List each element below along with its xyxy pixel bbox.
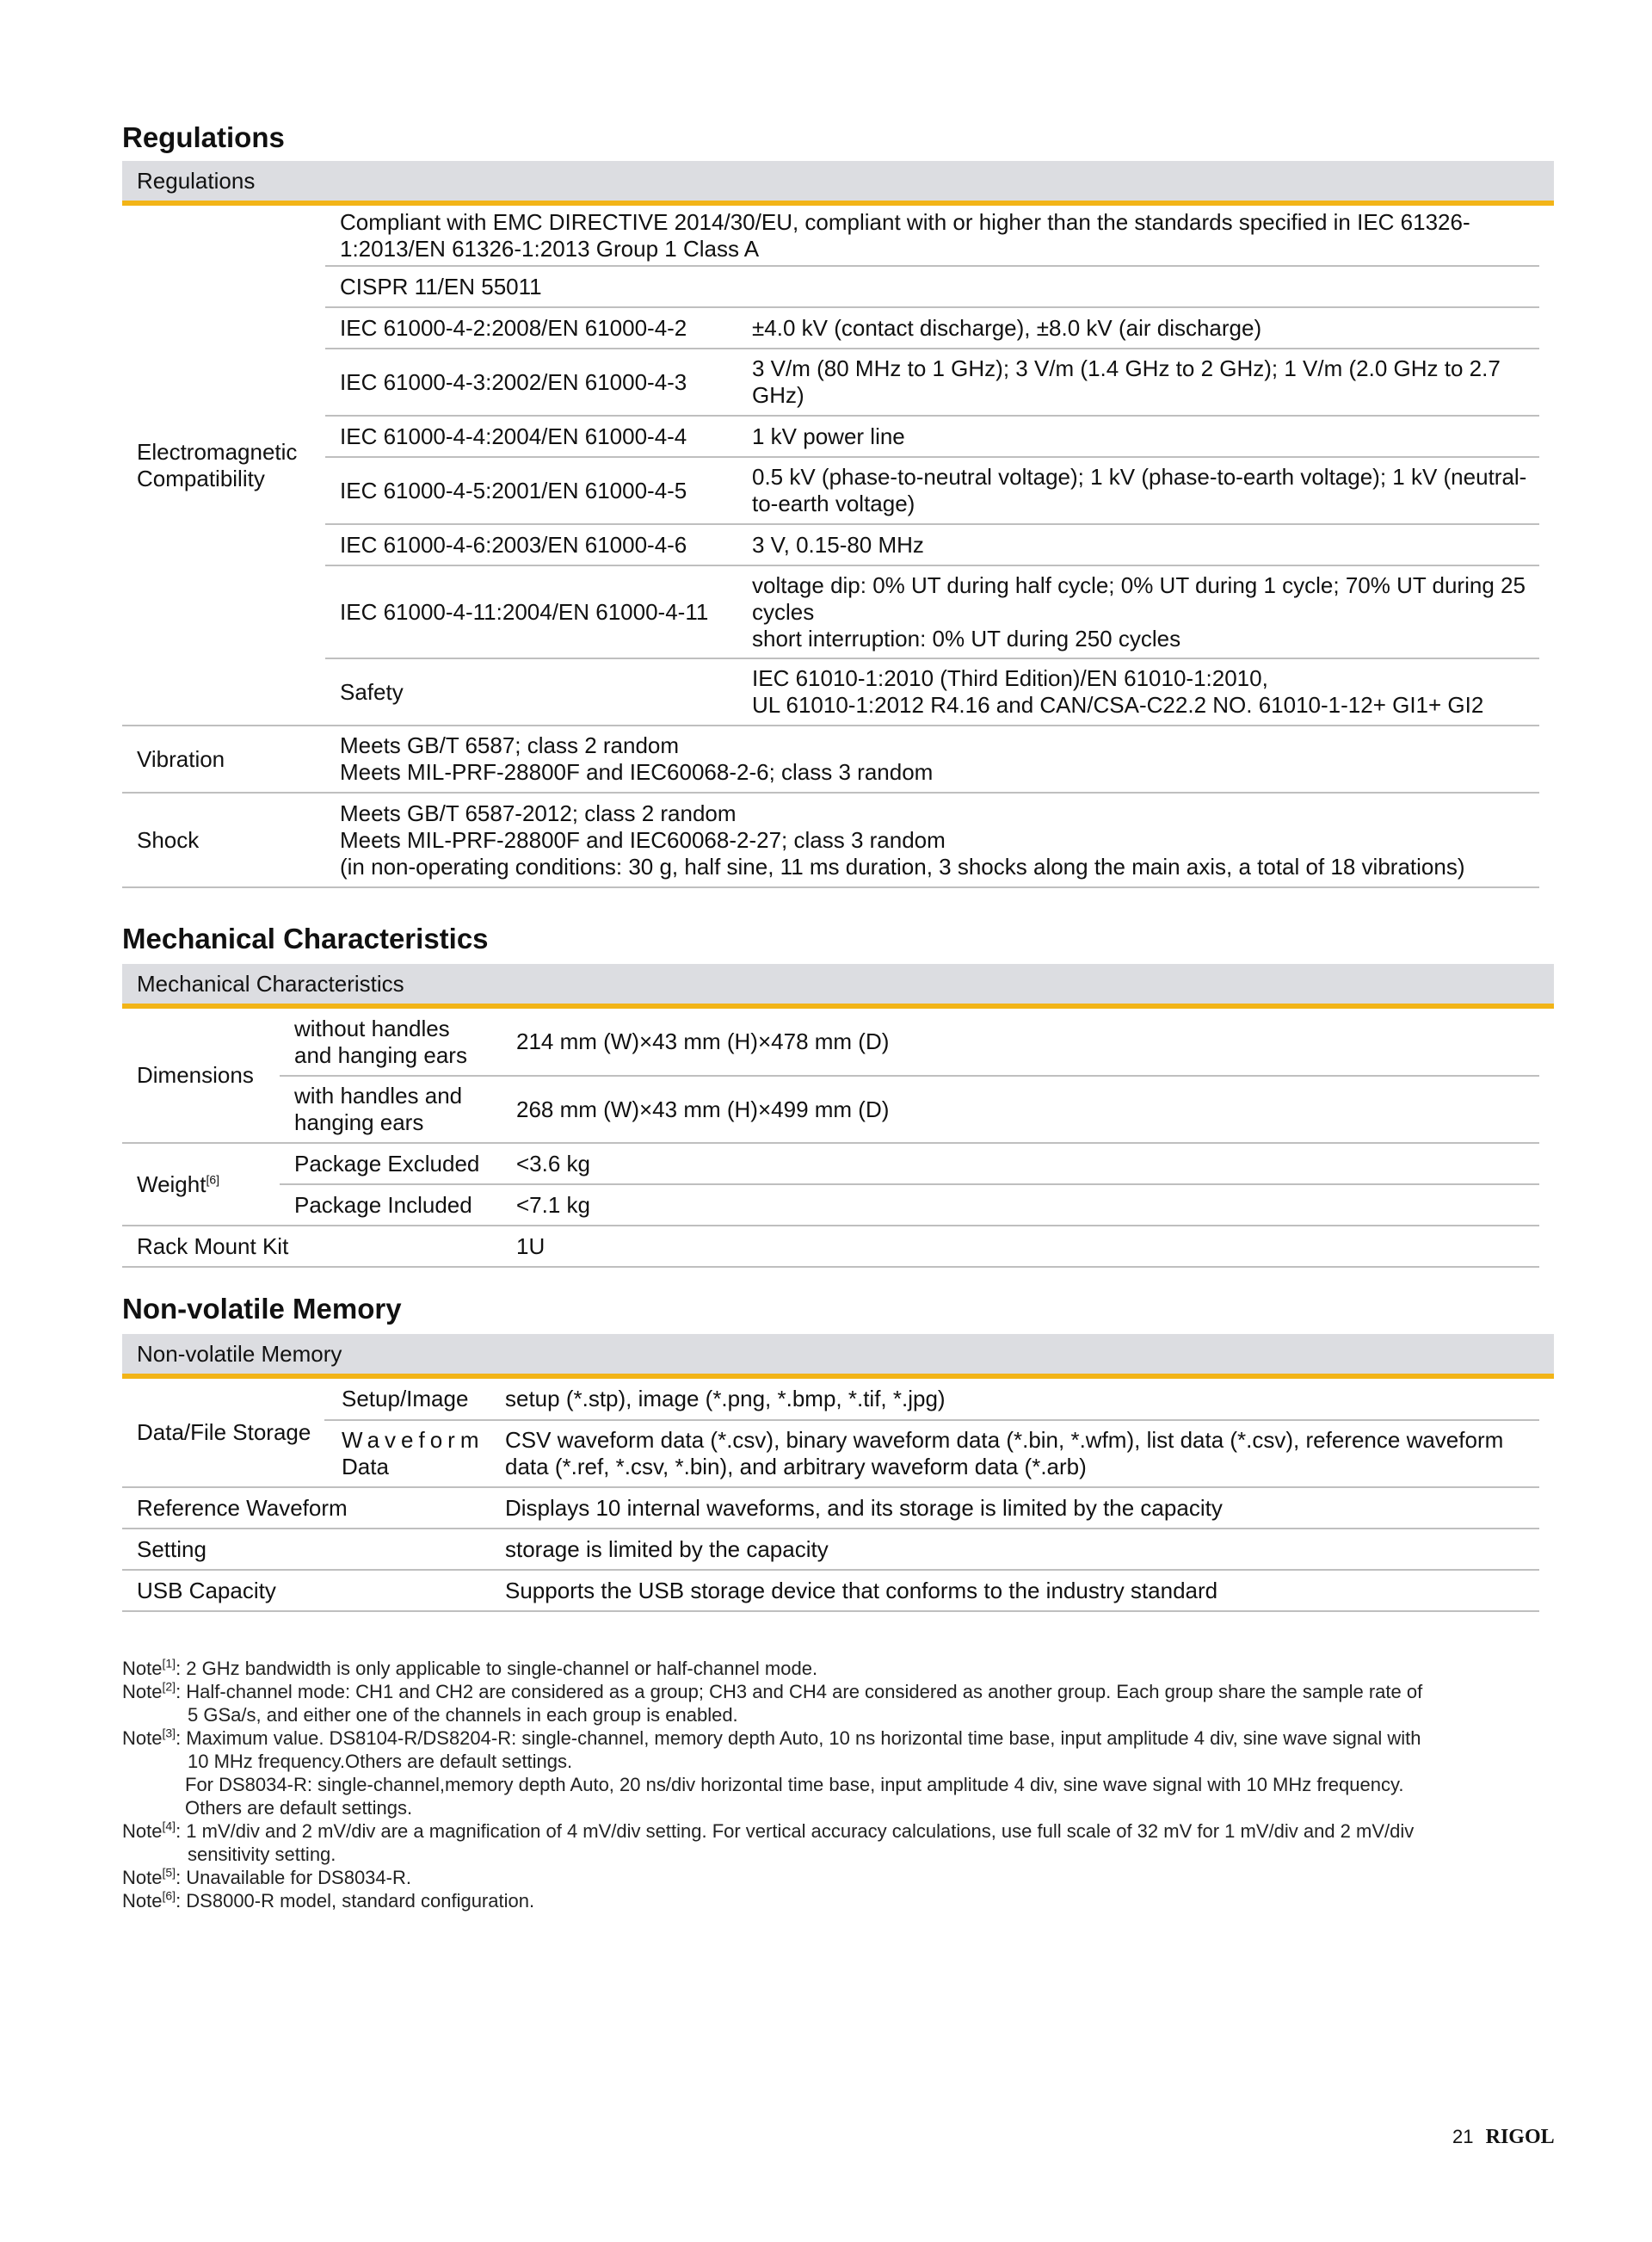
footnote [122,1680,1539,1703]
note-marker: [5] [162,1865,176,1880]
shock-value [325,793,1539,887]
storage-value: setup (*.stp), image (*.png, *.bmp, *.tif, *.jpg) [496,1379,1539,1420]
shock-label: Shock [122,793,325,887]
setting-label: Setting [122,1529,496,1570]
note-text: : Maximum value. DS8104-R/DS8204-R: single-channel, memory depth Auto, 10 ns horizontal time base, input amplitude 4 div, sine wave signal with [176,1727,1421,1749]
weight-condition: Package Excluded [280,1143,502,1184]
table-row [122,726,1539,793]
emc-value [737,565,1539,658]
emc-standard: IEC 61000-4-3:2002/EN 61000-4-3 [325,349,737,416]
rack-mount-value: 1U [502,1226,1539,1267]
note-text: : Half-channel mode: CH1 and CH2 are considered as a group; CH3 and CH4 are considered as another group. Each group share the sample rate of [176,1681,1423,1702]
note-text: 10 MHz frequency.Others are default settings. [188,1751,573,1772]
regulations-table [122,206,1539,888]
usb-capacity-label: USB Capacity [122,1570,496,1611]
emc-standard: IEC 61000-4-5:2001/EN 61000-4-5 [325,457,737,524]
note-text: : Unavailable for DS8034-R. [176,1867,411,1888]
emc-standard: IEC 61000-4-2:2008/EN 61000-4-2 [325,307,737,349]
footnote [122,1657,1539,1680]
table-row [122,793,1539,887]
memory-heading: Non-volatile Memory [122,1293,402,1325]
table-row [122,658,1539,726]
shock-line: Meets MIL-PRF-28800F and IEC60068-2-27; class 3 random [340,826,946,853]
weight-condition: Package Included [280,1184,502,1226]
table-row [122,349,1539,416]
mechanical-table-caption: Mechanical Characteristics [122,964,1554,1009]
regulations-heading: Regulations [122,121,285,153]
emc-value: 3 V, 0.15-80 MHz [737,524,1539,565]
footnote [122,1866,1539,1889]
note-marker: [2] [162,1679,176,1694]
vibration-value [325,726,1539,793]
footnote [122,1889,1539,1912]
safety-line: UL 61010-1:2012 R4.16 and CAN/CSA-C22.2 NO. 61010-1-12+ GI1+ GI2 [752,692,1484,718]
table-row [122,266,1539,307]
table-row [122,1143,1539,1184]
emc-value-line: voltage dip: 0% UT during half cycle; 0% UT during 1 cycle; 70% UT during 25 cycles [752,571,1526,625]
footnote [122,1726,1539,1750]
memory-table-caption: Non-volatile Memory [122,1334,1554,1379]
footnote [122,1819,1539,1843]
note-word: Note [122,1727,163,1749]
footnotes [122,1657,1539,1912]
note-marker: [6] [162,1888,176,1903]
table-row [122,524,1539,565]
page-footer [1452,2126,1555,2149]
rack-mount-label: Rack Mount Kit [122,1226,502,1267]
weight-label [122,1143,280,1226]
mechanical-table [122,1009,1539,1268]
storage-type [324,1420,496,1487]
table-row [122,1184,1539,1226]
reference-waveform-value: Displays 10 internal waveforms, and its storage is limited by the capacity [496,1487,1539,1529]
note-text: 5 GSa/s, and either one of the channels in each group is enabled. [188,1704,738,1726]
reference-waveform-label: Reference Waveform [122,1487,496,1529]
emc-standard: IEC 61000-4-6:2003/EN 61000-4-6 [325,524,737,565]
dimension-condition: without handles and hanging ears [280,1009,502,1076]
table-row [122,565,1539,658]
storage-label: Data/File Storage [122,1379,324,1487]
vibration-line: Meets MIL-PRF-28800F and IEC60068-2-6; class 3 random [340,759,934,785]
table-row [122,1009,1539,1076]
memory-table [122,1379,1539,1612]
safety-line: IEC 61010-1:2010 (Third Edition)/EN 61010-1:2010, [752,665,1268,691]
note-word: Note [122,1890,163,1912]
usb-capacity-value: Supports the USB storage device that conforms to the industry standard [496,1570,1539,1611]
vibration-line: Meets GB/T 6587; class 2 random [340,732,680,758]
weight-text: Weight [137,1170,206,1197]
emc-standard: IEC 61000-4-11:2004/EN 61000-4-11 [325,565,737,658]
note-text: : 1 mV/div and 2 mV/div are a magnification of 4 mV/div setting. For vertical accuracy calculations, use full scale of 32 mV for 1 mV/div and 2 mV/div [176,1820,1415,1842]
table-row [122,416,1539,457]
note-marker: [1] [162,1656,176,1671]
safety-value [737,658,1539,726]
shock-line: Meets GB/T 6587-2012; class 2 random [340,800,737,826]
storage-type-sub: Data [342,1454,389,1479]
table-row [122,1420,1539,1487]
note-word: Note [122,1820,163,1842]
emc-value: 3 V/m (80 MHz to 1 GHz); 3 V/m (1.4 GHz to 2 GHz); 1 V/m (2.0 GHz to 2.7 GHz) [737,349,1539,416]
page-number: 21 [1452,2126,1474,2147]
table-row [122,307,1539,349]
note-word: Note [122,1681,163,1702]
note-word: Note [122,1867,163,1888]
note-text: Others are default settings. [185,1797,413,1819]
emc-intro: Compliant with EMC DIRECTIVE 2014/30/EU, compliant with or higher than the standards specified in IEC 61326-1:2013/EN 61326-1:2013 Group 1 Class A [325,206,1539,266]
note-word: Note [122,1658,163,1679]
dimension-value: 268 mm (W)×43 mm (H)×499 mm (D) [502,1076,1539,1143]
emc-label: Electromagnetic Compatibility [122,206,325,726]
emc-value-line: short interruption: 0% UT during 250 cycles [752,625,1181,652]
table-row [122,206,1539,266]
table-row [122,1379,1539,1420]
mechanical-heading: Mechanical Characteristics [122,923,489,954]
emc-value: 0.5 kV (phase-to-neutral voltage); 1 kV (phase-to-earth voltage); 1 kV (neutral-to-earth voltage) [737,457,1539,524]
brand-logo: RIGOL [1485,2126,1555,2148]
vibration-label: Vibration [122,726,325,793]
shock-line: (in non-operating conditions: 30 g, half sine, 11 ms duration, 3 shocks along the main axis, a total of 18 vibrations) [340,853,1465,880]
note-text: sensitivity setting. [188,1844,336,1865]
storage-value: CSV waveform data (*.csv), binary waveform data (*.bin, *.wfm), list data (*.csv), reference waveform data (*.ref, *.csv, *.bin), and arbitrary waveform data (*.arb) [496,1420,1539,1487]
table-row [122,457,1539,524]
note-marker: [4] [162,1819,176,1833]
storage-type: Setup/Image [324,1379,496,1420]
table-row [122,1487,1539,1529]
emc-value: ±4.0 kV (contact discharge), ±8.0 kV (air discharge) [737,307,1539,349]
weight-value: <7.1 kg [502,1184,1539,1226]
storage-type-word: Waveform [342,1427,484,1453]
dimension-value: 214 mm (W)×43 mm (H)×478 mm (D) [502,1009,1539,1076]
safety-label: Safety [325,658,737,726]
emc-cispr: CISPR 11/EN 55011 [325,266,1539,307]
setting-value: storage is limited by the capacity [496,1529,1539,1570]
table-row [122,1570,1539,1611]
dimension-condition: with handles and hanging ears [280,1076,502,1143]
weight-footnote-ref: [6] [206,1171,220,1186]
note-marker: [3] [162,1726,176,1740]
weight-value: <3.6 kg [502,1143,1539,1184]
note-text: : 2 GHz bandwidth is only applicable to single-channel or half-channel mode. [176,1658,818,1679]
table-row [122,1529,1539,1570]
note-text: For DS8034-R: single-channel,memory depth Auto, 20 ns/div horizontal time base, input amplitude 4 div, sine wave signal with 10 MHz frequency. [185,1774,1404,1795]
emc-standard: IEC 61000-4-4:2004/EN 61000-4-4 [325,416,737,457]
regulations-table-caption: Regulations [122,161,1554,206]
table-row [122,1226,1539,1267]
note-text: : DS8000-R model, standard configuration. [176,1890,535,1912]
table-row [122,1076,1539,1143]
dimensions-label: Dimensions [122,1009,280,1143]
emc-value: 1 kV power line [737,416,1539,457]
